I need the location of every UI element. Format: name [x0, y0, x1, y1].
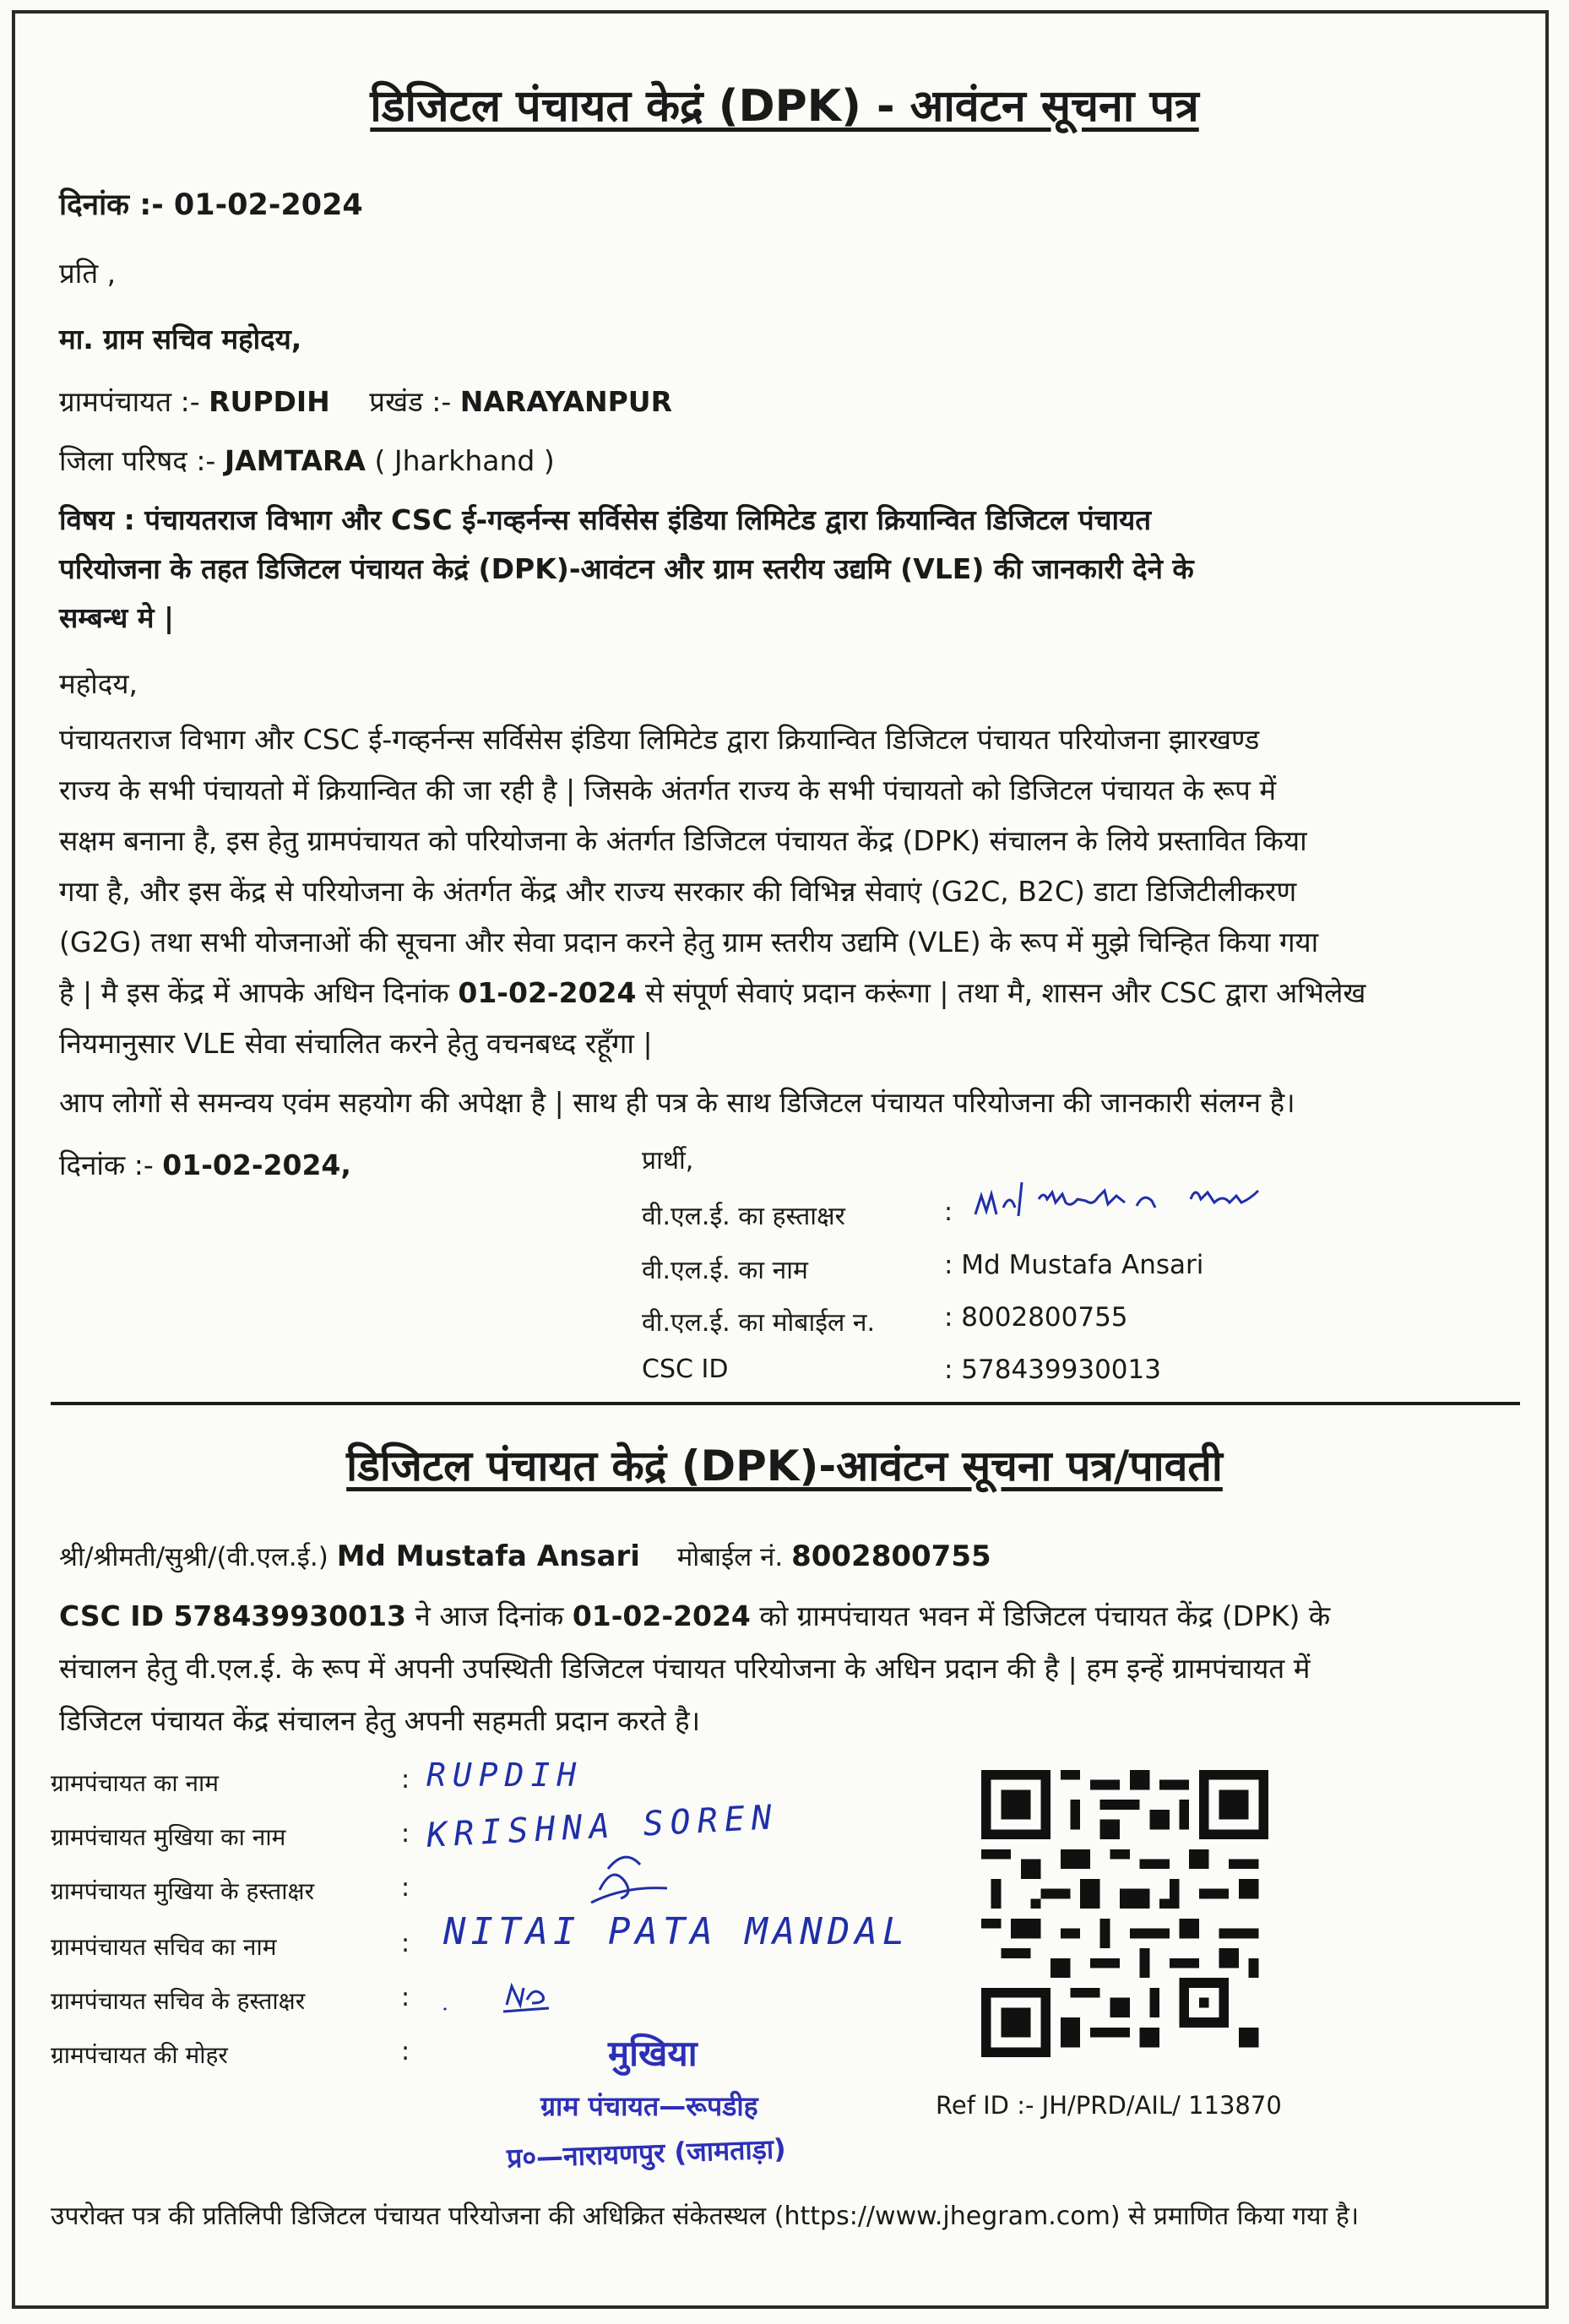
qr-code-icon [981, 1770, 1268, 2057]
row-mukhiya-sign-label: ग्रामपंचायत मुखिया के हस्ताक्षर [51, 1877, 315, 1905]
block-label: प्रखंड :- [369, 385, 452, 418]
row-sachiv-name-hand: NITAI PATA MANDAL [443, 1910, 910, 1953]
vle-mobile-label: वी.एल.ई. का मोबाईल न. [642, 1308, 876, 1338]
row-sachiv-sign-colon: : [401, 1983, 410, 2012]
block-value: NARAYANPUR [459, 385, 672, 418]
date-2-value: 01-02-2024, [162, 1148, 351, 1181]
mukhiya-signature [574, 1839, 676, 1915]
row-gp-name-label: ग्रामपंचायत का नाम [51, 1769, 220, 1797]
row-seal-colon: : [401, 2037, 410, 2066]
body-line-1: पंचायतराज विभाग और CSC ई-गव्हर्नन्स सर्विसेस इंडिया लिमिटेड द्वारा क्रियान्वित डिजिटल पंचायत परियोजना झारखण्ड [59, 723, 1260, 756]
row-mukhiya-name-colon: : [401, 1819, 410, 1849]
intro-name: Md Mustafa Ansari [336, 1539, 640, 1573]
row-mukhiya-name-hand: KRISHNA SOREN [426, 1798, 779, 1855]
csc-id-label: CSC ID [642, 1355, 729, 1384]
row-seal-label: ग्रामपंचायत की मोहर [51, 2041, 228, 2069]
seal-block: प्र०—नारायणपुर (जामताड़ा) [506, 2132, 787, 2175]
vle-sign-label: वी.एल.ई. का हस्ताक्षर [642, 1202, 845, 1231]
salutation: महोदय, [59, 667, 138, 700]
gp-label: ग्रामपंचायत :- [59, 385, 200, 418]
row-gp-name-hand: RUPDIH [426, 1757, 584, 1794]
body-line-6 [59, 973, 1365, 1011]
subject-line-3: सम्बन्ध मे | [59, 601, 175, 634]
receipt-date: 01-02-2024 [572, 1599, 751, 1632]
body-line-6-date: 01-02-2024 [458, 976, 637, 1009]
qr-code [981, 1770, 1268, 2057]
vle-signature-icon [971, 1174, 1343, 1233]
footer-note: उपरोक्त पत्र की प्रतिलिपी डिजिटल पंचायत परियोजना की अधिक्रित संकेतस्थल (https://www.jhegram.com) से प्रमाणित किया गया है। [51, 2202, 1360, 2231]
intro-prefix: श्री/श्रीमती/सुश्री/(वी.एल.ई.) [59, 1542, 328, 1572]
receipt-line-1-mid: ने आज दिनांक [415, 1599, 564, 1632]
receipt-line-1-end: को ग्रामपंचायत भवन में डिजिटल पंचायत केंद्र (DPK) के [759, 1599, 1331, 1632]
date-2-label: दिनांक :- [59, 1148, 154, 1181]
sachiv-signature [439, 1974, 566, 2025]
seal-gram-panchayat: ग्राम पंचायत—रूपडीह [540, 2090, 758, 2122]
intro-mobile: 8002800755 [791, 1539, 991, 1573]
body-line-5: (G2G) तथा सभी योजनाओं की सूचना और सेवा प्रदान करने हेतु ग्राम स्तरीय उद्यमि (VLE) के रूप में मुझे चिन्हित किया गया [59, 926, 1319, 958]
applicant-label: प्रार्थी, [642, 1146, 694, 1176]
district-label: जिला परिषद :- [59, 444, 216, 477]
body-line-3: सक्षम बनाना है, इस हेतु ग्रामपंचायत को परियोजना के अंतर्गत डिजिटल पंचायत केंद्र (DPK) संचालन के लिये प्रस्तावित किया [59, 824, 1307, 857]
receipt-line-1 [59, 1596, 1330, 1634]
body-line-7: नियमानुसार VLE सेवा संचालित करने हेतु वचनबध्द रहूँगा | [59, 1027, 653, 1060]
date-2 [59, 1145, 351, 1183]
to-line: प्रति , [59, 257, 117, 290]
row-mukhiya-name-label: ग्रामपंचायत मुखिया का नाम [51, 1823, 286, 1851]
subject-line-1: विषय : पंचायतराज विभाग और CSC ई-गव्हर्नन्स सर्विसेस इंडिया लिमिटेड द्वारा क्रियान्वित डिजिटल पंचायत [59, 503, 1152, 536]
row-sachiv-name-label: ग्रामपंचायत सचिव का नाम [51, 1933, 277, 1961]
district-line [59, 441, 555, 479]
csc-id-value: : 578439930013 [944, 1355, 1161, 1385]
state: ( Jharkhand ) [374, 444, 555, 477]
row-gp-name-colon: : [401, 1765, 410, 1795]
vle-mobile-value: : 8002800755 [944, 1302, 1128, 1333]
page-title: डिजिटल पंचायत केद्रं (DPK) - आवंटन सूचना पत्र [370, 81, 1199, 132]
body-line-6b: से संपूर्ण सेवाएं प्रदान करूंगा | तथा मै, शासन और CSC द्वारा अभिलेख [644, 976, 1366, 1009]
intro-mobile-label: मोबाईल नं. [676, 1542, 784, 1572]
sachiv-signature-icon [439, 1974, 566, 2025]
row-mukhiya-sign-colon: : [401, 1873, 410, 1903]
vle-name-label: वी.एल.ई. का नाम [642, 1256, 808, 1285]
gram-panchayat-line [59, 382, 672, 420]
letter-date: दिनांक :- 01-02-2024 [59, 188, 363, 222]
addressee: मा. ग्राम सचिव महोदय, [59, 323, 302, 356]
vle-signature [971, 1174, 1343, 1233]
district-value: JAMTARA [224, 444, 366, 477]
body-line-2: राज्य के सभी पंचायतो में क्रियान्वित की जा रही है | जिसके अंतर्गत राज्य के सभी पंचायतो को डिजिटल पंचायत के रूप में [59, 774, 1277, 806]
subject-line-2: परियोजना के तहत डिजिटल पंचायत केद्रं (DPK)-आवंटन और ग्राम स्तरीय उद्यमि (VLE) की जानकारी देने के [59, 552, 1194, 585]
gp-value: RUPDIH [209, 385, 330, 418]
ref-id: Ref ID :- JH/PRD/AIL/ 113870 [936, 2091, 1282, 2120]
body-line-4: गया है, और इस केंद्र से परियोजना के अंतर्गत केंद्र और राज्य सरकार की विभिन्न सेवाएं (G2C, B2C) डाटा डिजिटीलीकरण [59, 875, 1297, 908]
vle-name-value: : Md Mustafa Ansari [944, 1250, 1204, 1280]
seal-mukhiya: मुखिया [608, 2033, 698, 2074]
row-sachiv-sign-label: ग्रामपंचायत सचिव के हस्ताक्षर [51, 1987, 306, 2015]
receipt-line-3: डिजिटल पंचायत केंद्र संचालन हेतु अपनी सहमती प्रदान करते है। [59, 1704, 701, 1737]
body-line-8: आप लोगों से समन्वय एवंम सहयोग की अपेक्षा है | साथ ही पत्र के साथ डिजिटल पंचायत परियोजना की जानकारी संलग्न है। [59, 1086, 1295, 1119]
body-line-6a: है | मै इस केंद्र में आपके अधिन दिनांक [59, 976, 449, 1009]
row-sachiv-name-colon: : [401, 1929, 410, 1958]
receipt-title: डिजिटल पंचायत केद्रं (DPK)-आवंटन सूचना पत्र/पावती [346, 1442, 1223, 1491]
section-divider [51, 1402, 1520, 1405]
vle-sign-colon: : [944, 1197, 953, 1227]
receipt-line-2: संचालन हेतु वी.एल.ई. के रूप में अपनी उपस्थिती डिजिटल पंचायत परियोजना के अधिन प्रदान की है | हम इन्हें ग्रामपंचायत में [59, 1652, 1311, 1685]
mukhiya-signature-icon [574, 1839, 676, 1915]
vle-intro-line [59, 1539, 991, 1574]
receipt-csc-id: CSC ID 578439930013 [59, 1599, 407, 1632]
